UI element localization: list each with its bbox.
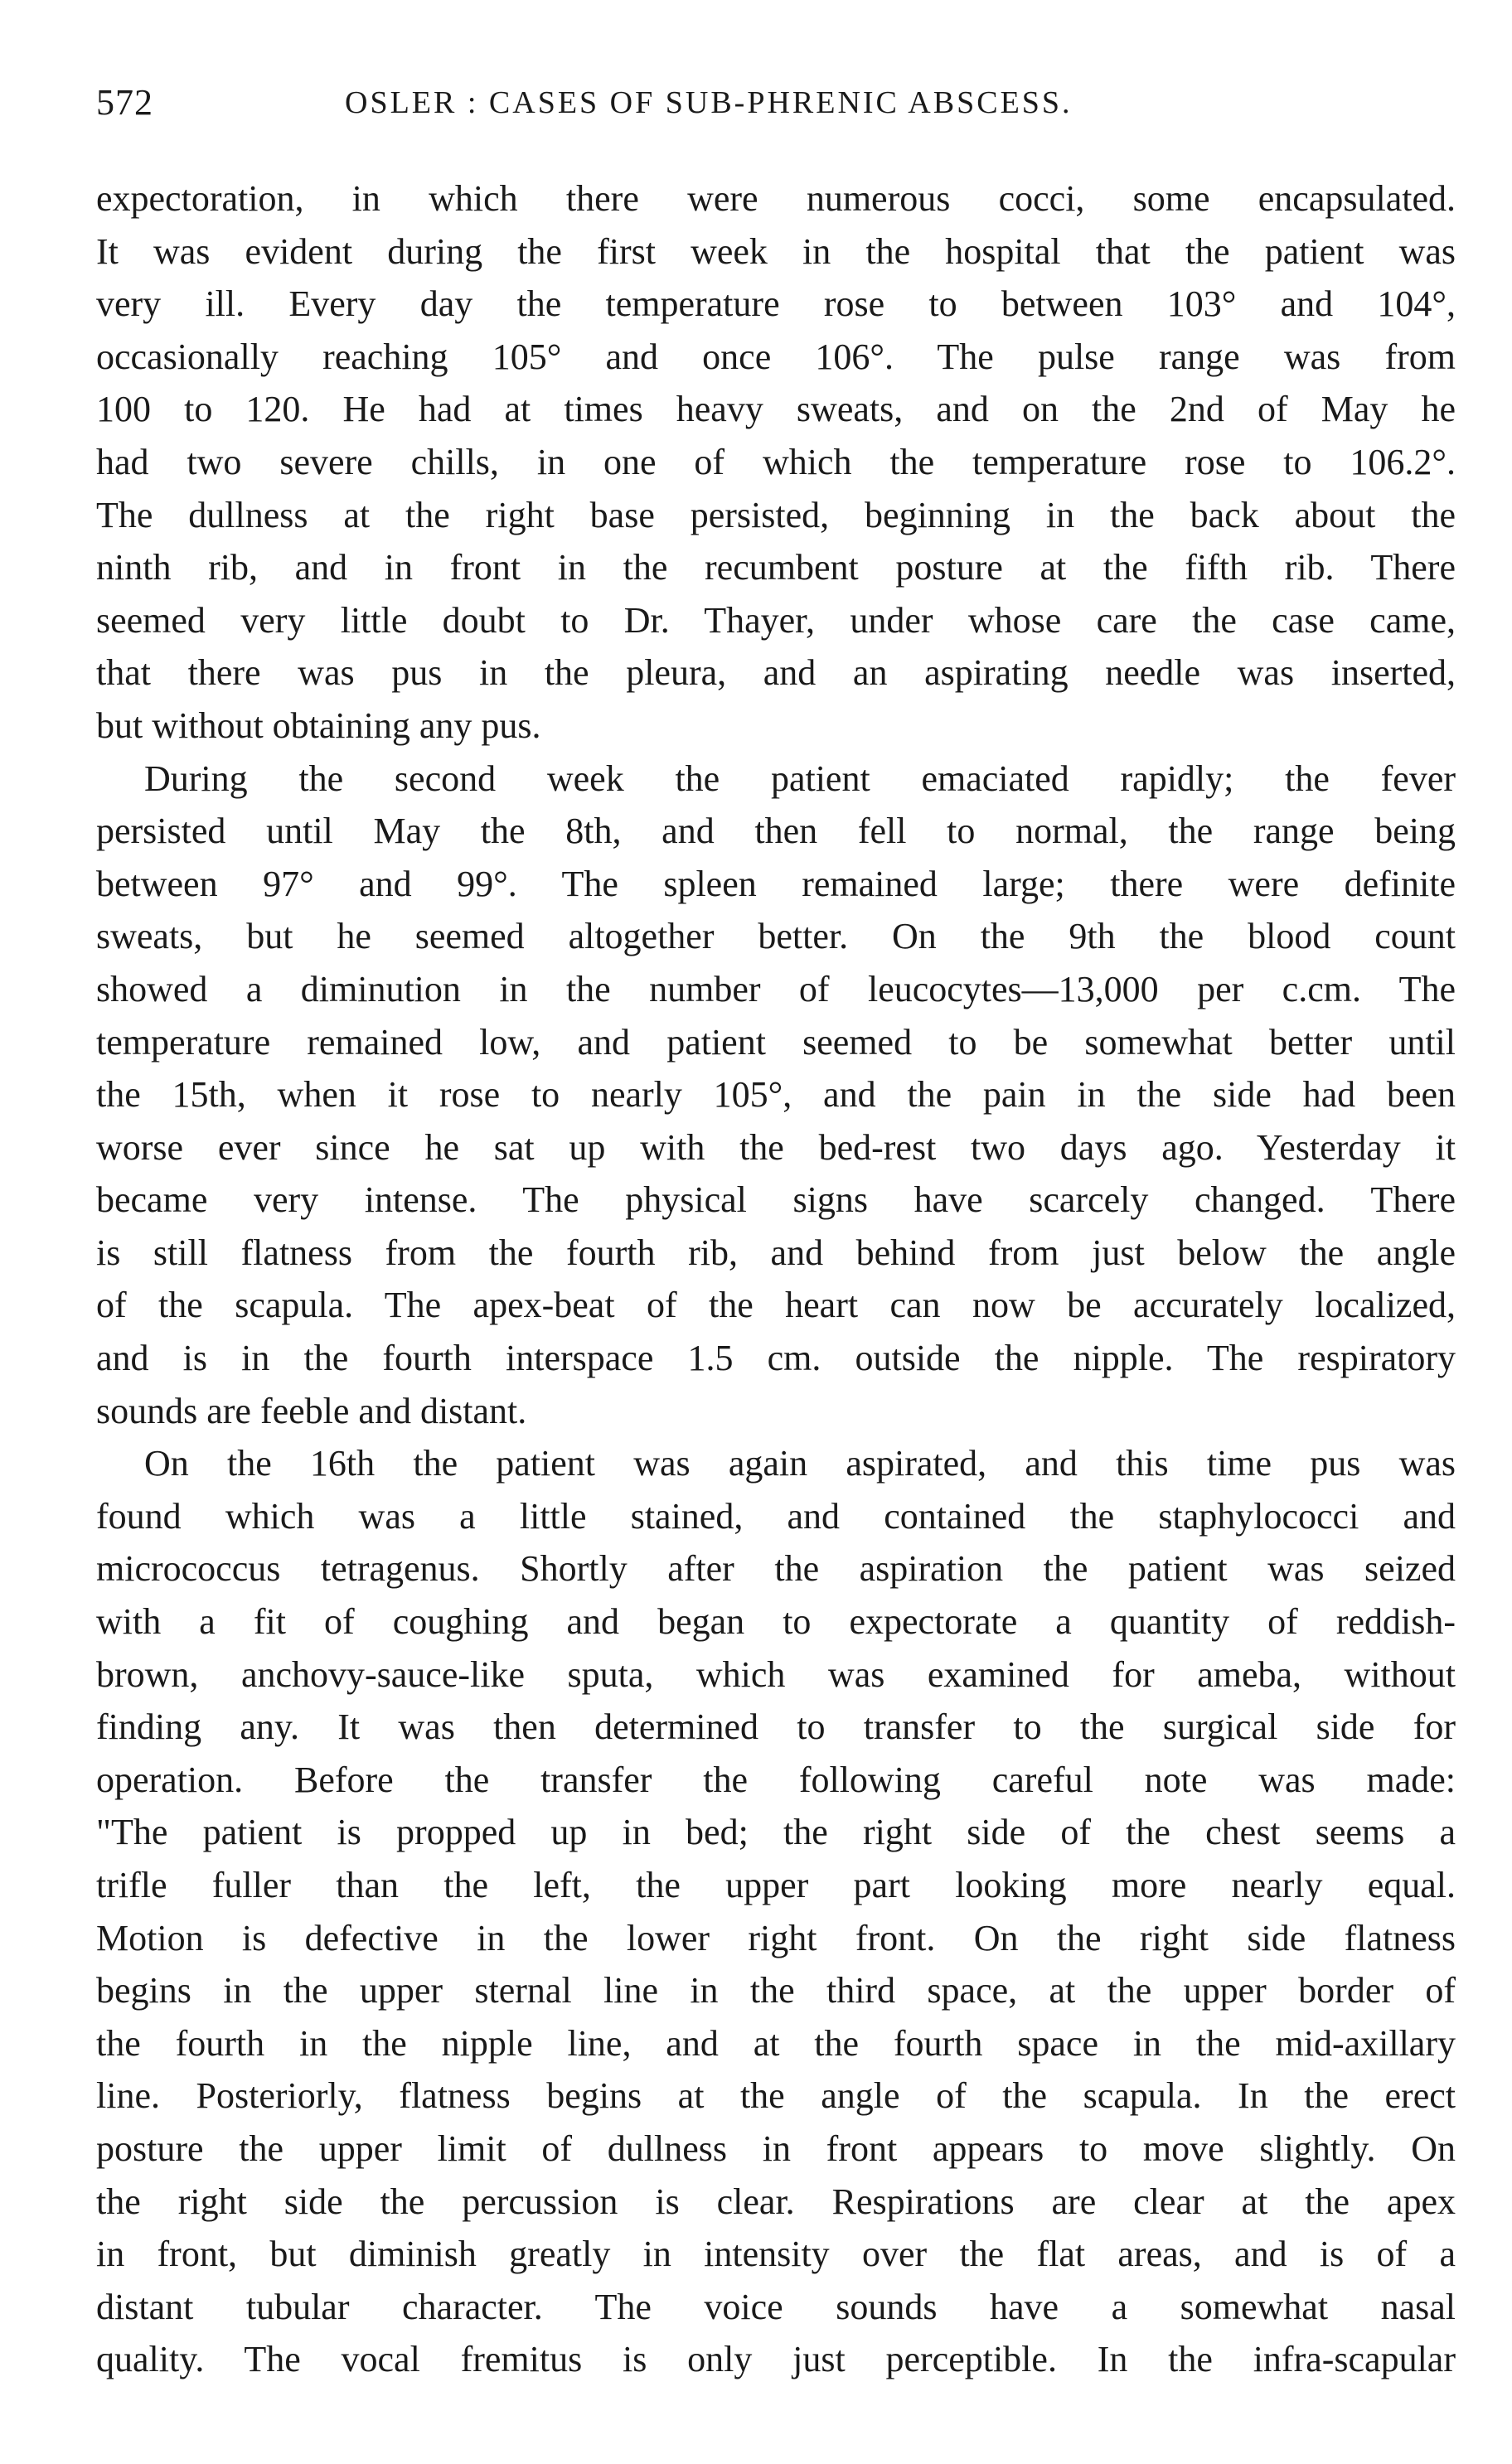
running-title: OSLER : CASES OF SUB-PHRENIC ABSCESS. xyxy=(345,85,1073,120)
text-line: the 15th, when it rose to nearly 105°, and the pain in the side had been xyxy=(96,1074,1456,1116)
text-line: operation. Before the transfer the following careful note was made: xyxy=(96,1759,1456,1800)
text-line: is still flatness from the fourth rib, and behind from just below the angle xyxy=(96,1232,1456,1273)
text-line: worse ever since he sat up with the bed-rest two days ago. Yesterday it xyxy=(96,1126,1456,1168)
text-line: During the second week the patient emaciated rapidly; the fever xyxy=(144,758,1456,799)
text-line: sounds are feeble and distant. xyxy=(96,1390,527,1431)
text-line: finding any. It was then determined to transfer to the surgical side for xyxy=(96,1706,1456,1748)
text-line: very ill. Every day the temperature rose to between 103° and 104°, xyxy=(96,283,1456,325)
text-line: the right side the percussion is clear. Respirations are clear at the apex xyxy=(96,2181,1456,2222)
text-line: showed a diminution in the number of leucocytes—13,000 per c.cm. The xyxy=(96,968,1456,1009)
page-number: 572 xyxy=(96,82,153,123)
page-header xyxy=(96,66,1456,141)
text-line: between 97° and 99°. The spleen remained large; there were definite xyxy=(96,863,1456,904)
text-line: ninth rib, and in front in the recumbent posture at the fifth rib. There xyxy=(96,547,1456,588)
text-line: seemed very little doubt to Dr. Thayer, under whose care the case came, xyxy=(96,599,1456,641)
text-line: "The patient is propped up in bed; the right side of the chest seems a xyxy=(96,1812,1456,1853)
text-line: had two severe chills, in one of which the temperature rose to 106.2°. xyxy=(96,441,1456,482)
text-line: begins in the upper sternal line in the third space, at the upper border of xyxy=(96,1970,1456,2011)
text-line: line. Posteriorly, flatness begins at the angle of the scapula. In the erect xyxy=(96,2075,1456,2117)
book-page xyxy=(96,66,1456,2386)
text-line: On the 16th the patient was again aspirated, and this time pus was xyxy=(144,1443,1456,1484)
text-line: but without obtaining any pus. xyxy=(96,704,541,746)
text-line: found which was a little stained, and contained the staphylococci and xyxy=(96,1495,1456,1537)
text-line: with a fit of coughing and began to expectorate a quantity of reddish- xyxy=(96,1601,1456,1643)
text-line: sweats, but he seemed altogether better. On the 9th the blood count xyxy=(96,916,1456,957)
text-line: occasionally reaching 105° and once 106°. The pulse range was from xyxy=(96,336,1456,377)
body-text xyxy=(96,172,1456,2386)
text-line: and is in the fourth interspace 1.5 cm. outside the nipple. The respiratory xyxy=(96,1338,1456,1379)
text-line: that there was pus in the pleura, and an aspirating needle was inserted, xyxy=(96,652,1456,694)
text-line: brown, anchovy-sauce-like sputa, which was examined for ameba, without xyxy=(96,1653,1456,1695)
text-line: The dullness at the right base persisted, beginning in the back about the xyxy=(96,494,1456,535)
text-line: of the scapula. The apex-beat of the heart can now be accurately localized, xyxy=(96,1285,1456,1326)
text-line: the fourth in the nipple line, and at the fourth space in the mid-axillary xyxy=(96,2022,1456,2064)
text-line: micrococcus tetragenus. Shortly after the aspiration the patient was seized xyxy=(96,1548,1456,1590)
text-line: persisted until May the 8th, and then fell to normal, the range being xyxy=(96,811,1456,852)
text-line: expectoration, in which there were numerous cocci, some encapsulated. xyxy=(96,178,1456,219)
text-line: trifle fuller than the left, the upper part looking more nearly equal. xyxy=(96,1865,1456,1905)
text-line: 100 to 120. He had at times heavy sweats, and on the 2nd of May he xyxy=(96,389,1456,430)
text-line: quality. The vocal fremitus is only just perceptible. In the infra-scapular xyxy=(96,2339,1456,2380)
text-line: It was evident during the first week in the hospital that the patient was xyxy=(96,230,1456,272)
text-line: temperature remained low, and patient seemed to be somewhat better until xyxy=(96,1021,1456,1063)
text-line: distant tubular character. The voice sounds have a somewhat nasal xyxy=(96,2286,1456,2327)
text-line: posture the upper limit of dullness in front appears to move slightly. On xyxy=(96,2128,1456,2169)
text-line: in front, but diminish greatly in intensity over the flat areas, and is of a xyxy=(96,2234,1456,2275)
text-line: became very intense. The physical signs have scarcely changed. There xyxy=(96,1179,1456,1221)
text-line: Motion is defective in the lower right front. On the right side flatness xyxy=(96,1917,1456,1958)
